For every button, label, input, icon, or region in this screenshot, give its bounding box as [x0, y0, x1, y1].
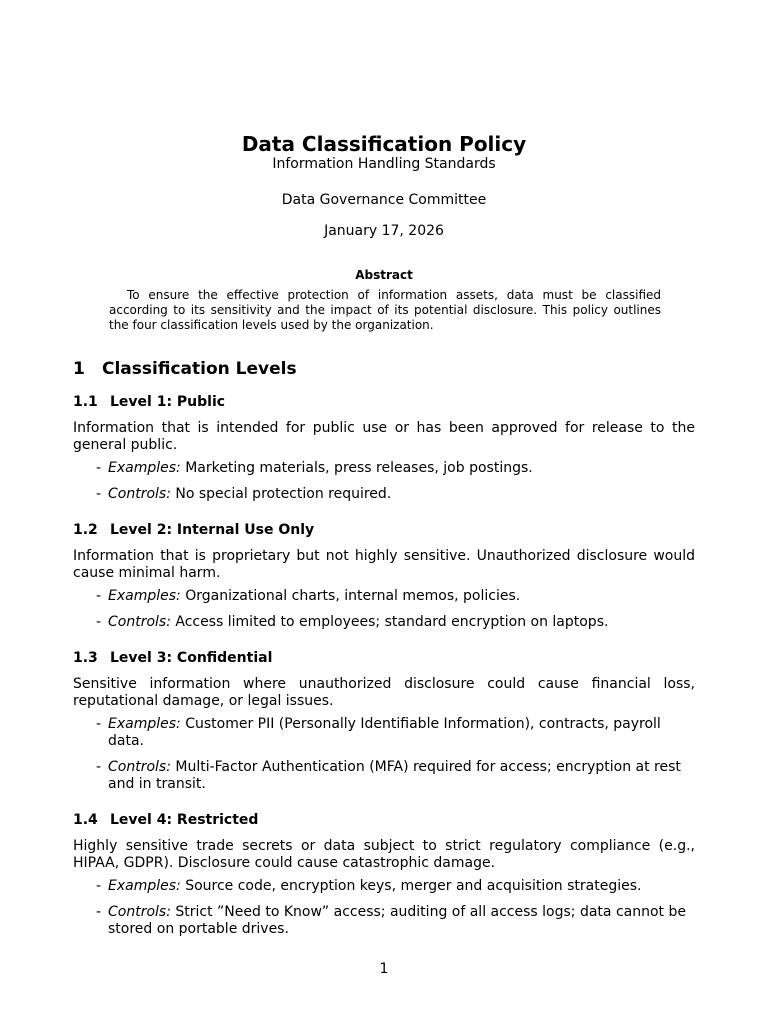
subsection-description: Sensitive information where unauthorized disclosure could cause financial loss, reputational damage, or legal issues.	[73, 676, 695, 709]
section-number: 1	[73, 359, 85, 379]
bullet-examples	[73, 460, 695, 477]
subsection-description: Information that is intended for public use or has been approved for release to the general public.	[73, 420, 695, 453]
bullet-label: Controls:	[108, 614, 171, 630]
bullet-label: Controls:	[108, 486, 171, 502]
bullet-text: Multi-Factor Authentication (MFA) required for access; encryption at rest and in transit.	[108, 759, 681, 792]
bullet-controls	[73, 904, 695, 938]
bullet-dash: -	[96, 759, 102, 775]
bullet-label: Examples:	[108, 716, 181, 732]
document-subtitle: Information Handling Standards	[272, 156, 496, 172]
bullet-text: Strict ”Need to Know” access; auditing of all access logs; data cannot be stored on portable drives.	[108, 904, 686, 937]
subsection-heading	[73, 811, 695, 829]
subsection-number: 1.3	[73, 650, 98, 666]
bullet-text: Source code, encryption keys, merger and acquisition strategies.	[185, 878, 642, 894]
subsection-title: Level 1: Public	[110, 394, 226, 410]
subsection-title: Level 2: Internal Use Only	[110, 522, 315, 538]
subsection-description: Highly sensitive trade secrets or data subject to strict regulatory compliance (e.g., HIPAA, GDPR). Disclosure could cause catastrophic damage.	[73, 838, 695, 871]
bullet-dash: -	[96, 904, 102, 920]
bullet-dash: -	[96, 716, 102, 732]
subsection-heading	[73, 393, 695, 411]
bullet-controls	[73, 486, 695, 503]
subsection-number: 1.2	[73, 522, 98, 538]
bullet-dash: -	[96, 460, 102, 476]
section-heading	[73, 357, 695, 381]
abstract-text: To ensure the effective protection of information assets, data must be classified according to its sensitivity and the impact of its potential disclosure. This policy outlines the four classification levels used by the organization.	[109, 288, 661, 332]
subsection-description: Information that is proprietary but not highly sensitive. Unauthorized disclosure would cause minimal harm.	[73, 548, 695, 581]
bullet-text: Customer PII (Personally Identifiable Information), contracts, payroll data.	[108, 716, 661, 749]
section-title: Classification Levels	[102, 359, 297, 379]
bullet-dash: -	[96, 486, 102, 502]
bullet-text: No special protection required.	[175, 486, 392, 502]
bullet-controls	[73, 759, 695, 793]
bullet-list	[73, 460, 695, 503]
document-author: Data Governance Committee	[281, 192, 487, 208]
bullet-text: Organizational charts, internal memos, policies.	[185, 588, 521, 604]
document-title: Data Classification Policy	[241, 132, 527, 156]
subsection-level-1	[73, 393, 695, 503]
bullet-list	[73, 716, 695, 793]
subsection-heading	[73, 521, 695, 539]
subsection-level-4	[73, 811, 695, 938]
bullet-label: Examples:	[108, 460, 181, 476]
bullet-label: Examples:	[108, 588, 181, 604]
abstract-heading: Abstract	[355, 268, 413, 282]
subsection-title: Level 3: Confidential	[110, 650, 273, 666]
page-number: 1	[379, 961, 389, 977]
subsection-level-2	[73, 521, 695, 631]
main-content	[73, 357, 695, 956]
bullet-dash: -	[96, 878, 102, 894]
subsection-heading	[73, 649, 695, 667]
bullet-examples	[73, 716, 695, 750]
bullet-label: Controls:	[108, 759, 171, 775]
bullet-dash: -	[96, 614, 102, 630]
bullet-label: Controls:	[108, 904, 171, 920]
bullet-dash: -	[96, 588, 102, 604]
bullet-label: Examples:	[108, 878, 181, 894]
subsection-number: 1.1	[73, 394, 98, 410]
bullet-text: Access limited to employees; standard encryption on laptops.	[175, 614, 609, 630]
document-date: January 17, 2026	[324, 223, 444, 239]
bullet-list	[73, 878, 695, 938]
bullet-list	[73, 588, 695, 631]
subsection-number: 1.4	[73, 812, 98, 828]
subsection-title: Level 4: Restricted	[110, 812, 259, 828]
bullet-examples	[73, 878, 695, 895]
bullet-text: Marketing materials, press releases, job postings.	[185, 460, 533, 476]
bullet-examples	[73, 588, 695, 605]
subsection-level-3	[73, 649, 695, 793]
bullet-controls	[73, 614, 695, 631]
